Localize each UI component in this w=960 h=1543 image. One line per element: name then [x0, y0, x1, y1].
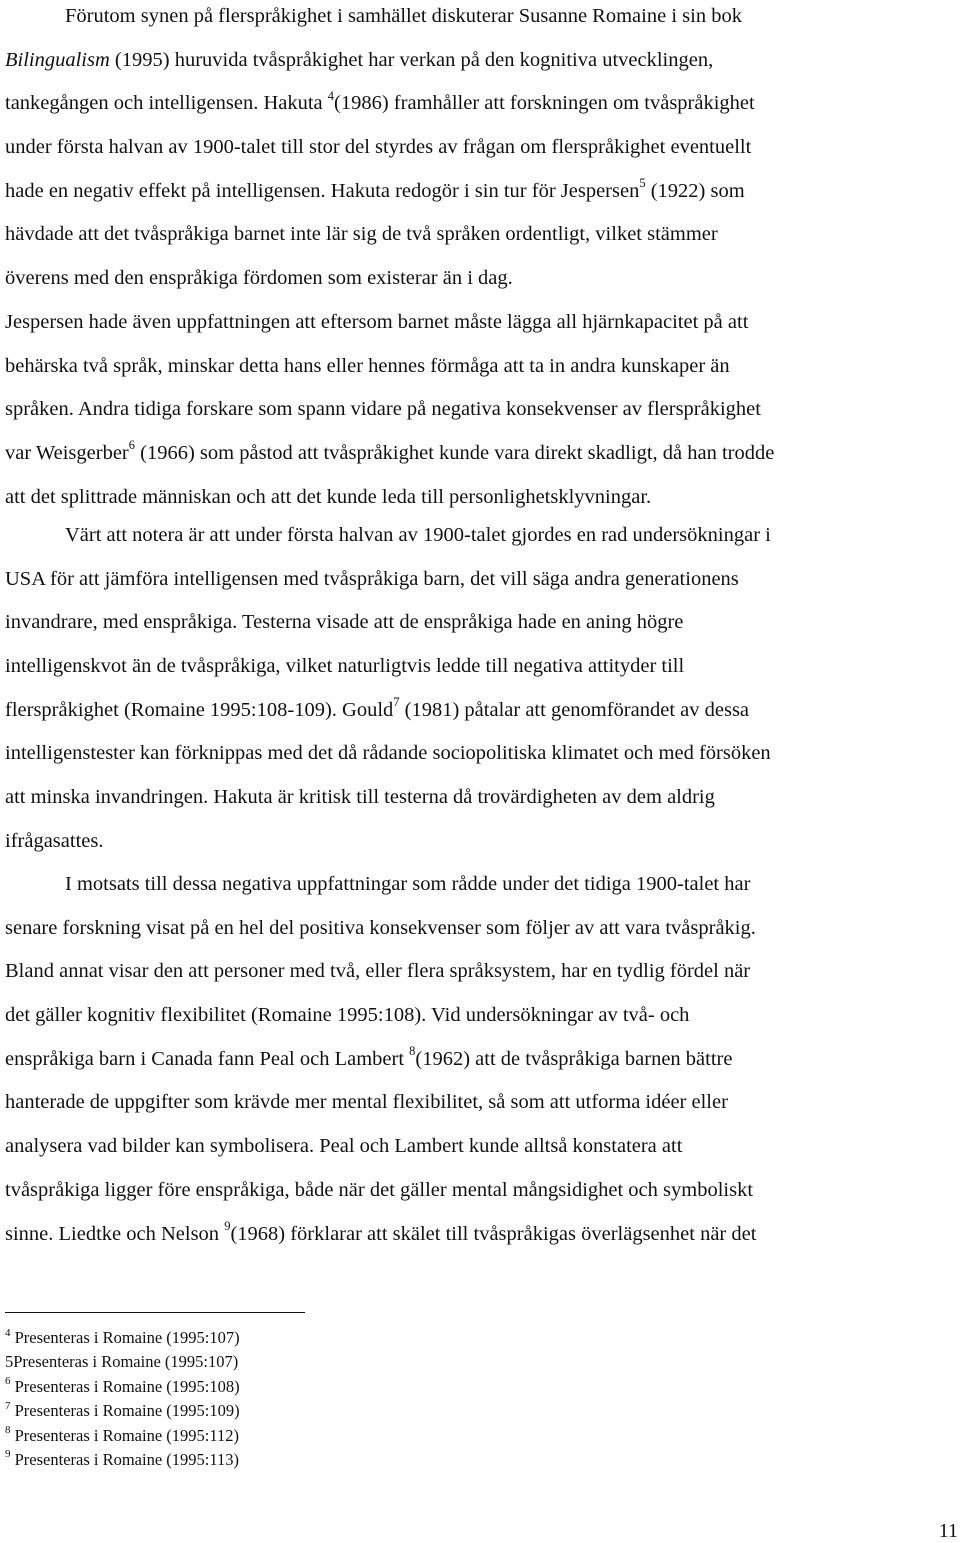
text-line	[5, 1125, 955, 1169]
text-line	[5, 213, 955, 257]
footnote	[5, 1399, 240, 1423]
text-run: senare forskning visat på en hel del positiva konsekvenser som följer av att vara tvåspråkig.	[5, 916, 756, 939]
footnote-text: Presenteras i Romaine (1995:107)	[10, 1328, 240, 1347]
footnote-ref: 7	[393, 694, 400, 709]
text-run: Förutom synen på flerspråkighet i samhället diskuterar Susanne Romaine i sin bok	[65, 5, 742, 27]
footnote-number: 7	[5, 1399, 11, 1412]
text-run: (1922) som	[645, 179, 745, 202]
footnote-number: 4	[5, 1326, 11, 1339]
footnote-number: 8	[5, 1424, 11, 1437]
text-run: sinne. Liedtke och Nelson	[5, 1222, 225, 1245]
text-line	[5, 0, 955, 39]
footnote	[5, 1424, 240, 1448]
footnote-ref: 8	[409, 1043, 416, 1058]
text-run: ifrågasattes.	[5, 829, 104, 852]
text-line	[5, 476, 955, 520]
footnote	[5, 1350, 240, 1374]
footnote-text: 5Presenteras i Romaine (1995:107)	[5, 1352, 239, 1372]
text-run: hanterade de uppgifter som krävde mer mental flexibilitet, så som att utforma idéer eller	[5, 1091, 728, 1114]
text-run: (1981) påtalar att genomförandet av dessa	[399, 698, 750, 721]
text-line	[5, 1038, 955, 1082]
text-run: invandrare, med enspråkiga. Testerna visade att de enspråkiga hade en aning högre	[5, 611, 684, 634]
text-run: tankegången och intelligensen. Hakuta	[5, 92, 328, 115]
text-run: (1995) huruvida tvåspråkighet har verkan på den kognitiva utvecklingen,	[109, 48, 714, 71]
text-line	[5, 345, 955, 389]
footnote-text: Presenteras i Romaine (1995:113)	[10, 1449, 240, 1469]
text-run: att minska invandringen. Hakuta är kritisk till testerna då trovärdigheten av dem aldrig	[5, 786, 715, 809]
footnote	[5, 1448, 240, 1472]
text-run: Värt att notera är att under första halvan av 1900-talet gjordes en rad undersökningar i	[65, 524, 771, 546]
text-line	[5, 257, 955, 301]
text-line	[5, 907, 955, 951]
text-run: I motsats till dessa negativa uppfattningar som rådde under det tidiga 1900-talet har	[65, 873, 751, 895]
text-run: (1962) att de tvåspråkiga barnen bättre	[415, 1047, 733, 1070]
text-run: det gäller kognitiv flexibilitet (Romaine 1995:108). Vid undersökningar av två- och	[5, 1004, 690, 1027]
text-line	[5, 301, 955, 345]
text-run: språken. Andra tidiga forskare som spann vidare på negativa konsekvenser av flerspråkighet	[5, 398, 761, 421]
text-line	[5, 1081, 955, 1125]
footnote-text: Presenteras i Romaine (1995:112)	[10, 1425, 240, 1445]
footnote-ref: 6	[128, 438, 136, 453]
text-run: enspråkiga barn i Canada fann Peal och Lambert	[5, 1047, 410, 1070]
footnote-text: Presenteras i Romaine (1995:109)	[10, 1401, 240, 1421]
footnote-number: 9	[5, 1448, 11, 1461]
footnote	[5, 1326, 240, 1350]
text-line	[5, 126, 955, 170]
paragraph-2	[5, 514, 955, 864]
text-run: Bland annat visar den att personer med två, eller flera språksystem, har en tydlig fördel när	[5, 960, 751, 983]
text-line	[5, 1169, 955, 1213]
text-line	[5, 388, 955, 432]
text-line	[5, 170, 955, 214]
text-line	[5, 432, 955, 476]
text-line	[5, 39, 955, 83]
footnote-ref: 4	[327, 88, 335, 103]
text-run: analysera vad bilder kan symbolisera. Peal och Lambert kunde alltså konstatera att	[5, 1135, 683, 1158]
text-run: var Weisgerber	[5, 441, 129, 464]
paragraph-3	[5, 863, 955, 1256]
text-line	[5, 863, 955, 907]
text-line	[5, 689, 955, 733]
footnote-number: 6	[5, 1375, 11, 1388]
text-line	[5, 558, 955, 602]
text-run: (1966) som påstod att tvåspråkighet kunde vara direkt skadligt, då han trodde	[135, 441, 775, 464]
footnote	[5, 1375, 240, 1399]
footnote-ref: 5	[639, 175, 646, 190]
text-run: överens med den enspråkiga fördomen som existerar än i dag.	[5, 267, 513, 290]
text-run: hävdade att det tvåspråkiga barnet inte lär sig de två språken ordentligt, vilket stämmer	[5, 223, 718, 246]
text-run: under första halvan av 1900-talet till stor del styrdes av frågan om flerspråkighet eventuellt	[5, 136, 752, 159]
paragraph-1	[5, 0, 955, 519]
text-run: behärska två språk, minskar detta hans eller hennes förmåga att ta in andra kunskaper än	[5, 354, 730, 377]
text-run: flerspråkighet (Romaine 1995:108-109). Gould	[5, 698, 394, 721]
text-run: tvåspråkiga ligger före enspråkiga, både när det gäller mental mångsidighet och symboliskt	[5, 1178, 754, 1201]
text-run: intelligenstester kan förknippas med det då rådande sociopolitiska klimatet och med försöken	[5, 742, 771, 765]
text-line	[5, 994, 955, 1038]
text-line	[5, 776, 955, 820]
text-line	[5, 820, 955, 864]
footnotes	[5, 1326, 240, 1472]
text-run: Jespersen hade även uppfattningen att eftersom barnet måste lägga all hjärnkapacitet på att	[5, 310, 749, 333]
footnote-separator	[5, 1312, 305, 1313]
text-run: intelligenskvot än de tvåspråkiga, vilket naturligtvis ledde till negativa attityder till	[5, 655, 685, 678]
footnote-ref: 9	[224, 1218, 231, 1233]
footnote-text: Presenteras i Romaine (1995:108)	[10, 1376, 240, 1396]
text-line	[5, 82, 955, 126]
text-line	[5, 601, 955, 645]
text-line	[5, 732, 955, 776]
book-title: Bilingualism	[5, 48, 110, 71]
text-run: (1968) förklarar att skälet till tvåspråkigas överlägsenhet när det	[230, 1222, 757, 1245]
text-line	[5, 950, 955, 994]
text-run: USA för att jämföra intelligensen med tvåspråkiga barn, det vill säga andra generationens	[5, 567, 739, 590]
text-run: hade en negativ effekt på intelligensen. Hakuta redogör i sin tur för Jespersen	[5, 179, 640, 202]
text-line	[5, 645, 955, 689]
text-run: att det splittrade människan och att det kunde leda till personlighetsklyvningar.	[5, 485, 652, 508]
text-line	[5, 514, 955, 558]
text-line	[5, 1213, 955, 1257]
page-number: 11	[938, 1520, 958, 1542]
text-run: (1986) framhåller att forskningen om tvåspråkighet	[334, 92, 755, 115]
